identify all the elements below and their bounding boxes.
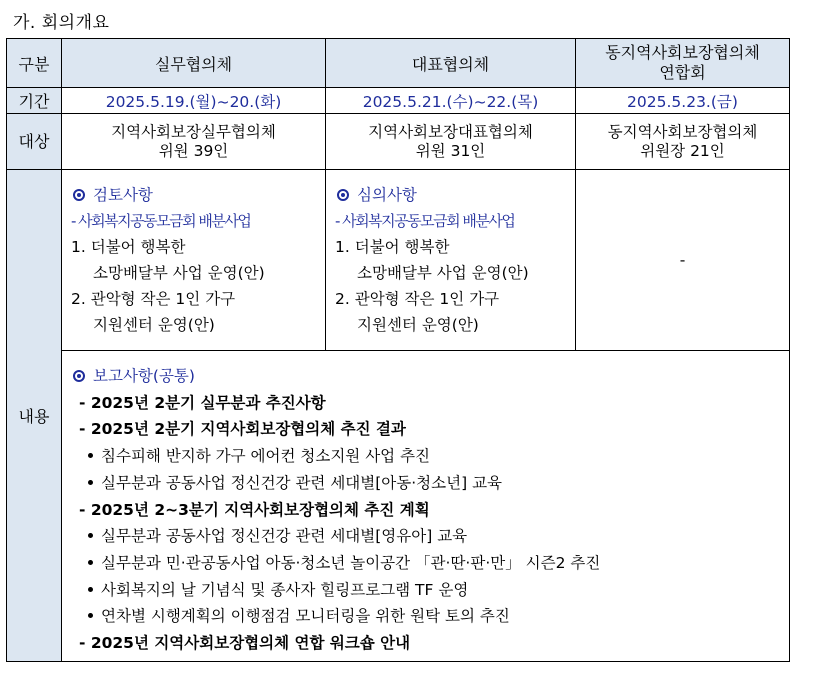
header-dong-council-line1: 동지역사회보장협의체 (605, 43, 760, 62)
double-circle-icon (337, 189, 349, 201)
deliberation-item2-line1: 2. 관악형 작은 1인 가구 (335, 290, 500, 308)
content-row-report (7, 351, 790, 662)
deliberation-subtitle: - 사회복지공동모금회 배분사업 (335, 212, 515, 230)
header-dong-council (576, 39, 790, 88)
report-bullet: 실무분과 공동사업 정신건강 관련 세대별[아동·청소년] 교육 (71, 470, 789, 497)
report-line: - 2025년 2분기 실무분과 추진사항 (79, 393, 326, 412)
deliberation-title: 심의사항 (335, 182, 575, 208)
review-item2-line1: 2. 관악형 작은 1인 가구 (71, 290, 236, 308)
target-practical-line1: 지역사회보장실무협의체 (111, 122, 276, 141)
content-label: 내용 (7, 170, 62, 662)
review-item1-line2: 소망배달부 사업 운영(안) (93, 264, 265, 282)
review-subtitle: - 사회복지공동모금회 배분사업 (71, 212, 251, 230)
target-dong-line2: 위원장 21인 (640, 141, 725, 160)
bullet-icon (88, 480, 93, 485)
period-representative: 2025.5.21.(수)~22.(목) (326, 88, 576, 114)
target-representative-line1: 지역사회보장대표협의체 (368, 122, 533, 141)
header-dong-council-line2: 연합회 (659, 63, 706, 82)
bullet-icon (88, 587, 93, 592)
period-label: 기간 (7, 88, 62, 114)
report-bullet: 실무분과 민·관공동사업 아동·청소년 놀이공간 「관·딴·판·만」 시즌2 추진 (71, 550, 789, 577)
period-row (7, 88, 790, 114)
review-item1-line1: 1. 더불어 행복한 (71, 238, 186, 256)
bullet-icon (88, 560, 93, 565)
target-representative (326, 114, 576, 170)
double-circle-icon (73, 370, 85, 382)
period-practical: 2025.5.19.(월)~20.(화) (62, 88, 326, 114)
bullet-icon (88, 613, 93, 618)
report-line: - 2025년 지역사회보장협의체 연합 워크숍 안내 (79, 634, 411, 653)
report-line: - 2025년 2~3분기 지역사회보장협의체 추진 계획 (79, 500, 430, 519)
header-category: 구분 (7, 39, 62, 88)
header-row (7, 39, 790, 88)
content-practical (62, 170, 326, 351)
deliberation-item2-line2: 지원센터 운영(안) (357, 316, 479, 334)
report-bullet: 연차별 시행계획의 이행점검 모니터링을 위한 원탁 토의 추진 (71, 603, 789, 630)
target-dong (576, 114, 790, 170)
report-bullet: 사회복지의 날 기념식 및 종사자 힐링프로그램 TF 운영 (71, 577, 789, 604)
header-practical-council: 실무협의체 (62, 39, 326, 88)
report-section (62, 351, 790, 662)
double-circle-icon (73, 189, 85, 201)
period-dong: 2025.5.23.(금) (576, 88, 790, 114)
target-representative-line2: 위원 31인 (415, 141, 486, 160)
content-representative (326, 170, 576, 351)
deliberation-item1-line1: 1. 더불어 행복한 (335, 238, 450, 256)
target-dong-line1: 동지역사회보장협의체 (607, 122, 758, 141)
target-row (7, 114, 790, 170)
review-item2-line2: 지원센터 운영(안) (93, 316, 215, 334)
report-title: 보고사항(공통) (71, 363, 789, 390)
section-heading: 가. 회의개요 (13, 13, 110, 33)
content-row-top (7, 170, 790, 351)
header-representative-council: 대표협의체 (326, 39, 576, 88)
review-title: 검토사항 (71, 182, 325, 208)
content-dong: - (576, 170, 790, 351)
bullet-icon (88, 453, 93, 458)
target-practical (62, 114, 326, 170)
report-bullet: 실무분과 공동사업 정신건강 관련 세대별[영유아] 교육 (71, 523, 789, 550)
bullet-icon (88, 533, 93, 538)
report-line: - 2025년 2분기 지역사회보장협의체 추진 결과 (79, 420, 406, 439)
target-label: 대상 (7, 114, 62, 170)
meeting-overview-table (6, 38, 790, 662)
target-practical-line2: 위원 39인 (158, 141, 229, 160)
deliberation-item1-line2: 소망배달부 사업 운영(안) (357, 264, 529, 282)
report-bullet: 침수피해 반지하 가구 에어컨 청소지원 사업 추진 (71, 443, 789, 470)
